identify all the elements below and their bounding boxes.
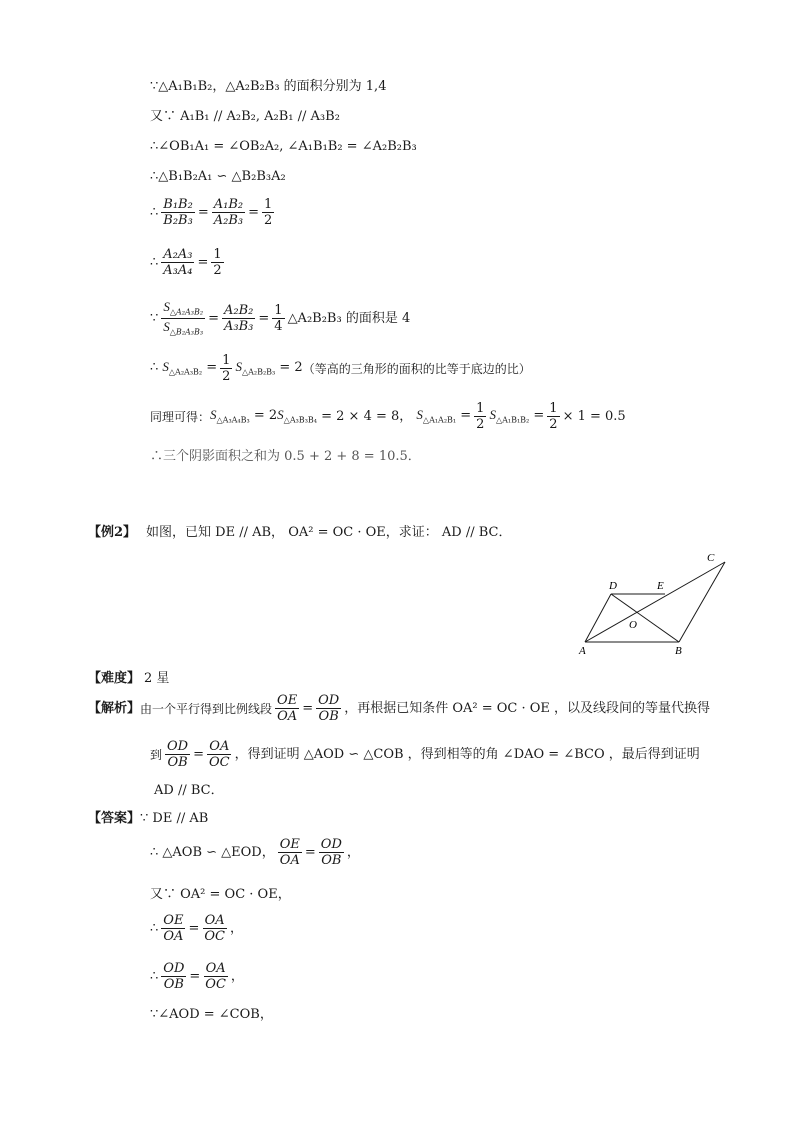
analysis-line-3: AD // BC． — [154, 783, 224, 798]
solution-line-3: ∴∠OB₁A₁ = ∠OB₂A₂, ∠A₁B₁B₂ = ∠A₂B₂B₃ — [150, 139, 417, 154]
answer-line-3: 又∵ OA² = OC · OE， — [150, 887, 291, 902]
analysis-line-2: 到 $\frac{OD}{OB}$ = $\frac{OA}{OC}$ ，得到证明 △AOD ∽ △COB ，得到相等的角 ∠DAO = ∠BCO ，最后得到证明 — [150, 739, 700, 770]
solution-line-2: 又∵ A₁B₁ // A₂B₂, A₂B₁ // A₃B₂ — [150, 109, 340, 124]
geometry-figure — [575, 548, 735, 658]
answer-line-1: 【答案】 ∵ DE // AB — [88, 811, 209, 826]
answer-line-6: ∵∠AOD = ∠COB， — [150, 1007, 273, 1022]
answer-line-4: ∴ $\frac{OE}{OA}$ = $\frac{OA}{OC}$ ， — [150, 913, 243, 944]
solution-line-5: ∴ $\frac{\text{B₁B₂}}{\text{B₂B₃}}$ = $\frac{\text{A₁B₂}}{\text{A₂B₃}}$ = $\frac{1}{2}$ — [150, 197, 273, 228]
solution-line-8: ∴ $S_{\triangle A_2A_3B_2}$ = $\frac{1}{2}$ $S_{\triangle A_2B_2B_3} = 2$ （等高的三角形的面积的比等于底边的比） — [150, 353, 531, 384]
point-label-D: D — [609, 580, 617, 592]
point-label-C: C — [707, 552, 715, 564]
answer-line-2: ∴ △AOB ∽ △EOD， $\frac{OE}{OA}$ = $\frac{OD}{OB}$ ， — [150, 837, 360, 868]
answer-line-5: ∴ $\frac{OD}{OB}$ = $\frac{OA}{OC}$ ， — [150, 961, 244, 992]
example2-statement: 【例2】 如图，已知 DE // AB， OA² = OC · OE，求证： AD // BC． — [88, 525, 512, 540]
solution-line-1: ∵△A₁B₁B₂，△A₂B₂B₃ 的面积分别为 1,4 — [150, 79, 387, 94]
solution-line-4: ∴△B₁B₂A₁ ∽ △B₂B₃A₂ — [150, 169, 286, 184]
segment-AC — [585, 562, 725, 642]
analysis-line-1: 【解析】 由一个平行得到比例线段 $\frac{OE}{OA}$ = $\frac{OD}{OB}$ ，再根据已知条件 OA² = OC · OE ，以及线段间的等量代换得 — [88, 693, 711, 724]
segment-BC — [679, 562, 725, 642]
difficulty: 【难度】 2 星 — [88, 671, 170, 686]
point-label-B: B — [675, 645, 682, 657]
segment-DB — [611, 594, 679, 642]
solution-line-7: ∵ $\frac{S_{\triangle A_2A_3B_2}}{S_{\triangle B_2A_3B_3}}$ = $\frac{\text{A₂B₂}}{\text{A₃B₃}}$ = $\frac{1}{4}$ △A₂B₂B₃ 的面积是 4 — [150, 299, 411, 337]
point-label-A: A — [579, 645, 586, 657]
solution-line-6: ∴ $\frac{\text{A₂A₃}}{\text{A₃A₄}}$ = $\frac{1}{2}$ — [150, 247, 222, 278]
solution-line-9: 同理可得： $S_{\triangle A_3A_4B_3} = 2S_{\triangle A_3B_3B_4}$ = 2 × 4 = 8， $S_{\triangle A_1A_2B_1}$ = $\frac{1}{2}$ $S_{\triangle A_1B_1B_2}$ = $\frac{1}{2}$ × 1 = 0.5 — [150, 401, 626, 432]
point-label-E: E — [657, 580, 664, 592]
solution-line-10: ∴三个阴影面积之和为 0.5 + 2 + 8 = 10.5． — [150, 449, 421, 464]
point-label-O: O — [629, 619, 637, 631]
